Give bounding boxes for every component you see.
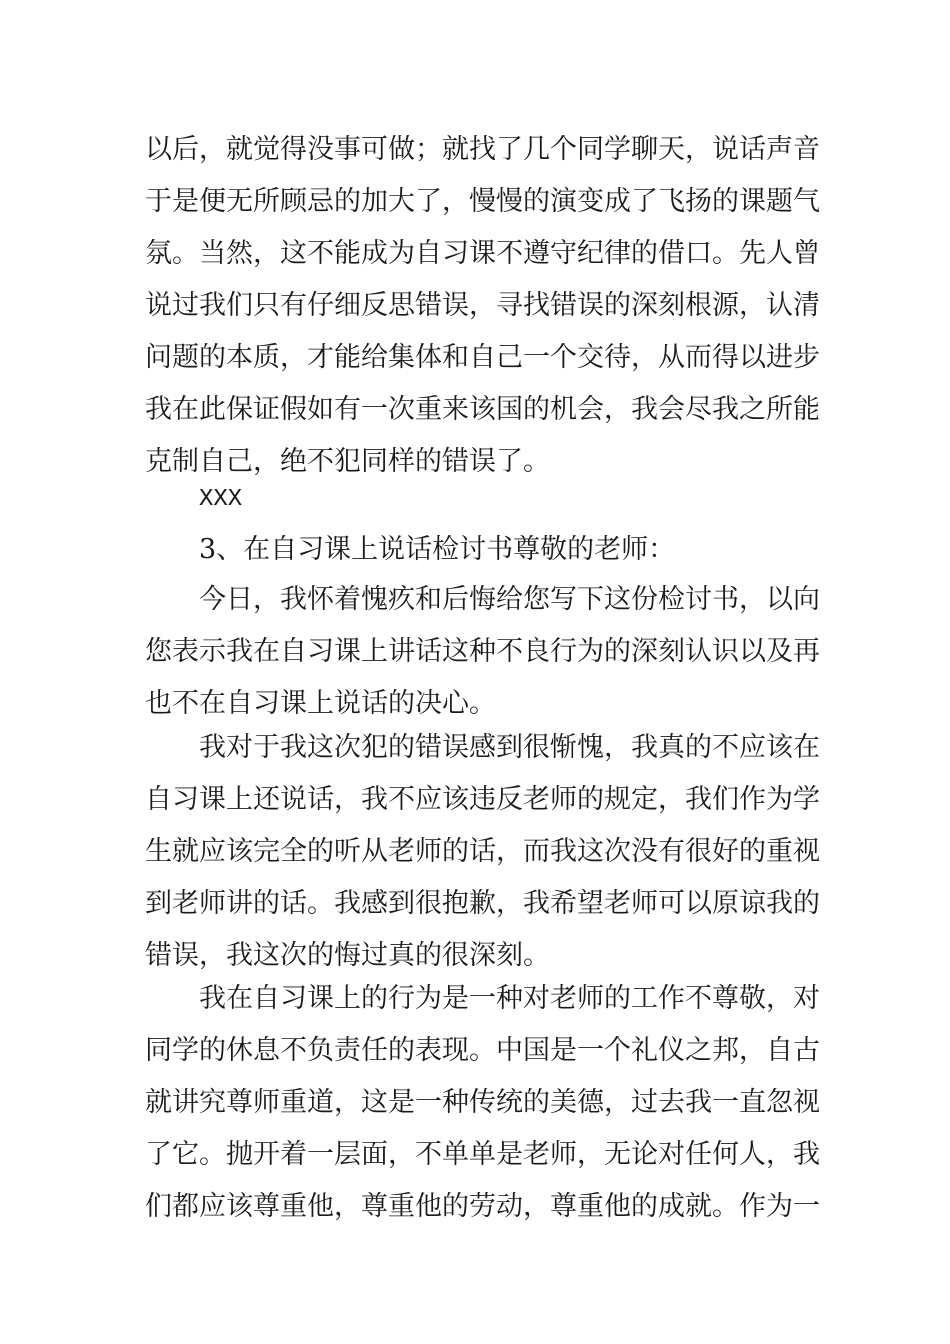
text-line: 生就应该完全的听从老师的话，而我这次没有很好的重视 bbox=[145, 836, 820, 867]
text-line: 氛。当然，这不能成为自习课不遵守纪律的借口。先人曾 bbox=[145, 238, 820, 269]
text-line: 以后，就觉得没事可做；就找了几个同学聊天，说话声音 bbox=[145, 134, 820, 165]
paragraph-2 bbox=[145, 574, 820, 730]
text-line: 我在此保证假如有一次重来该国的机会，我会尽我之所能 bbox=[145, 394, 820, 425]
text-line: 今日，我怀着愧疚和后悔给您写下这份检讨书，以向 bbox=[199, 584, 820, 615]
text-line: 自习课上还说话，我不应该违反老师的规定，我们作为学 bbox=[145, 784, 820, 815]
text-line: 们都应该尊重他，尊重他的劳动，尊重他的成就。作为一 bbox=[145, 1191, 820, 1222]
text-line: 也不在自习课上说话的决心。 bbox=[145, 688, 496, 719]
text-line: 您表示我在自习课上讲话这种不良行为的深刻认识以及再 bbox=[145, 636, 820, 667]
paragraph-4 bbox=[145, 973, 820, 1233]
section-heading-block bbox=[145, 524, 810, 576]
text-line: 说过我们只有仔细反思错误，寻找错误的深刻根源，认清 bbox=[145, 290, 820, 321]
text-line: 我对于我这次犯的错误感到很惭愧，我真的不应该在 bbox=[199, 732, 820, 763]
text-line: 问题的本质，才能给集体和自己一个交待，从而得以进步 bbox=[145, 342, 820, 373]
text-line: 同学的休息不负责任的表现。中国是一个礼仪之邦，自古 bbox=[145, 1035, 820, 1066]
text-line: 到老师讲的话。我感到很抱歉，我希望老师可以原谅我的 bbox=[145, 888, 820, 919]
section-heading: 3、在自习课上说话检讨书尊敬的老师： bbox=[199, 534, 676, 565]
text-line: 克制自己，绝不犯同样的错误了。 bbox=[145, 446, 550, 477]
signature-block bbox=[145, 474, 810, 526]
text-line: 我在自习课上的行为是一种对老师的工作不尊敬，对 bbox=[199, 983, 820, 1014]
text-line: 就讲究尊师重道，这是一种传统的美德，过去我一直忽视 bbox=[145, 1087, 820, 1118]
paragraph-1 bbox=[145, 124, 820, 488]
paragraph-3 bbox=[145, 722, 820, 982]
text-line: 于是便无所顾忌的加大了，慢慢的演变成了飞扬的课题气 bbox=[145, 186, 820, 217]
text-line: 错误，我这次的悔过真的很深刻。 bbox=[145, 940, 550, 971]
signature: XXX bbox=[199, 486, 243, 513]
text-line: 了它。抛开着一层面，不单单是老师，无论对任何人，我 bbox=[145, 1139, 820, 1170]
